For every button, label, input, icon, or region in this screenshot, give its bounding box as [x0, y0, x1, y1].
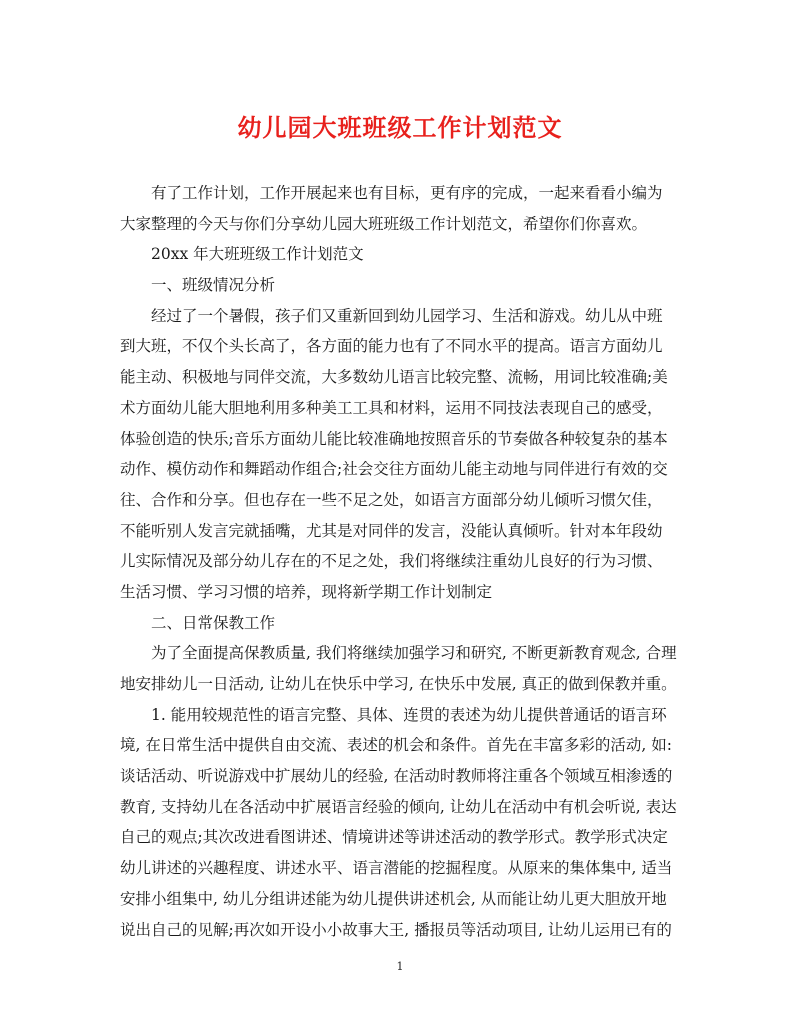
text-line: 谈话活动、听说游戏中扩展幼儿的经验, 在活动时教师将注重各个领域互相渗透的 [120, 767, 673, 786]
text-line: 1. 能用较规范性的语言完整、具体、连贯的表述为幼儿提供普通话的语言环 [151, 705, 667, 724]
document-body [120, 178, 680, 945]
text-line: 一、班级情况分析 [151, 276, 276, 295]
text-line: 能主动、积极地与同伴交流，大多数幼儿语言比较完整、流畅，用词比较准确;美 [120, 368, 668, 387]
text-line: 体验创造的快乐;音乐方面幼儿能比较准确地按照音乐的节奏做各种较复杂的基本 [120, 429, 668, 448]
text-line: 地安排幼儿一日活动, 让幼儿在快乐中学习, 在快乐中发展, 真正的做到保教并重。 [120, 675, 677, 693]
text-line: 动作、模仿动作和舞蹈动作组合;社会交往方面幼儿能主动地与同伴进行有效的交 [120, 460, 668, 479]
text-line: 境, 在日常生活中提供自由交流、表述的机会和条件。首先在丰富多彩的活动, 如: [120, 736, 672, 755]
text-line: 儿实际情况及部分幼儿存在的不足之处，我们将继续注重幼儿良好的行为习惯、 [120, 552, 663, 571]
text-line: 二、日常保教工作 [151, 613, 276, 632]
text-line: 生活习惯、学习习惯的培养，现将新学期工作计划制定 [120, 582, 493, 601]
text-line: 幼儿讲述的兴趣程度、讲述水平、语言潜能的挖掘程度。从原来的集体集中, 适当 [120, 859, 673, 878]
text-line: 术方面幼儿能大胆地利用多种美工工具和材料，运用不同技法表现自己的感受， [120, 398, 663, 417]
text-line: 不能听别人发言完就插嘴，尤其是对同伴的发言，没能认真倾听。针对本年段幼 [120, 521, 663, 540]
text-line: 教育, 支持幼儿在各活动中扩展语言经验的倾向, 让幼儿在活动中有机会听说, 表达 [120, 797, 677, 816]
text-line: 为了全面提高保教质量, 我们将继续加强学习和研究, 不断更新教育观念, 合理 [151, 644, 677, 663]
text-line: 20xx 年大班班级工作计划范文 [151, 245, 364, 264]
page-number: 1 [396, 960, 404, 973]
text-line: 说出自己的见解;再次如开设小小故事大王, 播报员等活动项目, 让幼儿运用已有的 [120, 920, 672, 939]
text-line: 有了工作计划，工作开展起来也有目标，更有序的完成，一起来看看小编为 [151, 184, 663, 202]
document-title: 幼儿园大班班级工作计划范文 [237, 113, 563, 142]
text-line: 大家整理的今天与你们分享幼儿园大班班级工作计划范文，希望你们你喜欢。 [120, 214, 648, 233]
text-line: 往、合作和分享。但也存在一些不足之处，如语言方面部分幼儿倾听习惯欠佳， [120, 490, 663, 509]
text-line: 自己的观点;其次改进看图讲述、情境讲述等讲述活动的教学形式。教学形式决定 [120, 828, 668, 847]
text-line: 安排小组集中, 幼儿分组讲述能为幼儿提供讲述机会, 从而能让幼儿更大胆放开地 [120, 889, 667, 908]
text-line: 到大班，不仅个头长高了，各方面的能力也有了不同水平的提高。语言方面幼儿 [120, 337, 663, 356]
text-line: 经过了一个暑假，孩子们又重新回到幼儿园学习、生活和游戏。幼儿从中班 [151, 306, 663, 325]
